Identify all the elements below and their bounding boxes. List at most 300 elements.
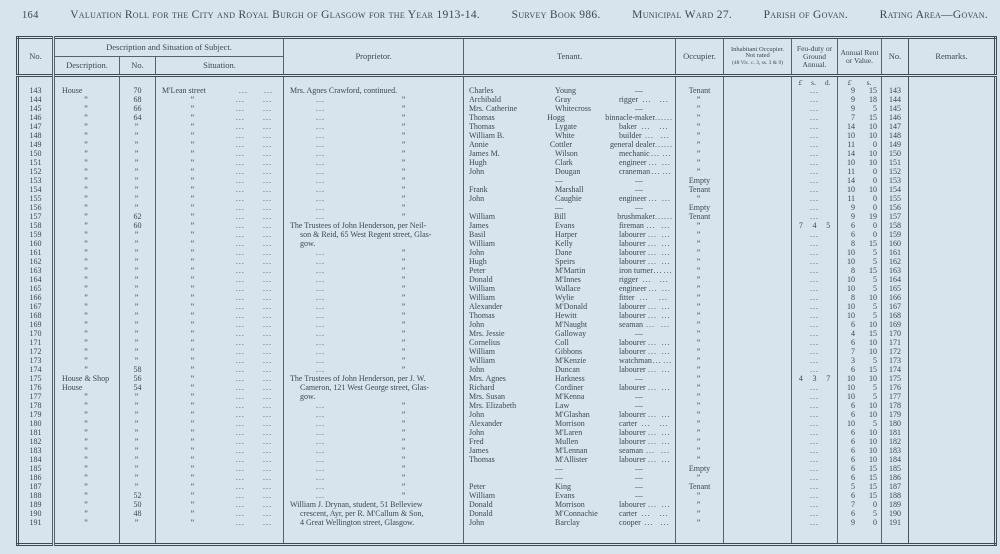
tenant-cell: Peter King — (464, 483, 676, 492)
row-number-cell: 164 (18, 276, 54, 285)
inhabitant-occupier-cell (724, 87, 792, 96)
row-number-right-cell: 182 (882, 438, 909, 447)
tenant-cell: Thomas Hogg binnacle-maker ... ... (464, 114, 676, 123)
annual-rent-cell: 6 5 (838, 510, 882, 519)
description-cell: ” (54, 258, 120, 267)
table-row (18, 330, 996, 339)
table-row (18, 87, 996, 96)
table-row (18, 492, 996, 501)
description-cell: ” (54, 483, 120, 492)
row-number-right-cell: 160 (882, 240, 909, 249)
tenant-cell: Thomas Hewitt labourer ... ... (464, 312, 676, 321)
occupier-cell: ” (676, 276, 724, 285)
remarks-cell (909, 195, 996, 204)
occupier-cell: ” (676, 303, 724, 312)
row-number-cell: 158 (18, 222, 54, 231)
inhabitant-occupier-cell (724, 105, 792, 114)
annual-rent-cell: 6 10 (838, 411, 882, 420)
table-row (18, 519, 996, 528)
proprietor-cell: ... ” (284, 168, 464, 177)
street-number-cell: ” (120, 411, 156, 420)
inhabitant-occupier-cell (724, 159, 792, 168)
remarks-cell (909, 312, 996, 321)
remarks-cell (909, 519, 996, 528)
occupier-cell: ” (676, 501, 724, 510)
feu-duty-cell: ... (792, 393, 838, 402)
annual-rent-cell: 9 5 (838, 105, 882, 114)
remarks-cell (909, 348, 996, 357)
tenant-cell: Peter M'Martin iron turner ... ... (464, 267, 676, 276)
table-row (18, 447, 996, 456)
table-row (18, 276, 996, 285)
street-number-cell: 68 (120, 96, 156, 105)
annual-rent-cell: 7 15 (838, 114, 882, 123)
inhabitant-occupier-cell (724, 285, 792, 294)
table-row (18, 195, 996, 204)
row-number-cell: 149 (18, 141, 54, 150)
row-number-right-cell: 185 (882, 465, 909, 474)
annual-rent-cell: 9 18 (838, 96, 882, 105)
street-number-cell: ” (120, 465, 156, 474)
situation-cell: ” ... ... (156, 168, 284, 177)
inhabitant-occupier-cell (724, 447, 792, 456)
proprietor-cell: ... ” (284, 123, 464, 132)
street-number-cell: ” (120, 348, 156, 357)
occupier-cell: Empty (676, 465, 724, 474)
row-number-right-cell: 186 (882, 474, 909, 483)
row-number-cell: 188 (18, 492, 54, 501)
proprietor-cell: The Trustees of John Henderson, per Neil- (284, 222, 464, 231)
street-number-cell: ” (120, 123, 156, 132)
inhabitant-occupier-cell (724, 168, 792, 177)
proprietor-cell: ... ” (284, 438, 464, 447)
tenant-cell: Richard Cordiner labourer ... ... (464, 384, 676, 393)
occupier-cell: Empty (676, 177, 724, 186)
row-number-right-cell: 162 (882, 258, 909, 267)
occupier-cell: ” (676, 123, 724, 132)
situation-cell: ” ... ... (156, 294, 284, 303)
street-number-cell: ” (120, 474, 156, 483)
row-number-cell: 180 (18, 420, 54, 429)
situation-cell: ” ... ... (156, 276, 284, 285)
tenant-cell: — — (464, 177, 676, 186)
feu-duty-cell: ... (792, 402, 838, 411)
proprietor-cell: ... ” (284, 492, 464, 501)
feu-duty-cell: ... (792, 438, 838, 447)
street-number-cell: 66 (120, 105, 156, 114)
situation-cell: ” ... ... (156, 474, 284, 483)
row-number-cell: 189 (18, 501, 54, 510)
inhabitant-occupier-cell (724, 150, 792, 159)
street-number-cell: ” (120, 456, 156, 465)
situation-cell: ” ... ... (156, 402, 284, 411)
proprietor-cell: ... ” (284, 150, 464, 159)
street-number-cell: ” (120, 438, 156, 447)
row-number-cell: 156 (18, 204, 54, 213)
page-title: Valuation Roll for the City and Royal Burgh of Glasgow for the Year 1913-14. (70, 9, 481, 21)
situation-cell: ” ... ... (156, 339, 284, 348)
row-number-right-cell: 169 (882, 321, 909, 330)
annual-rent-cell: 9 19 (838, 213, 882, 222)
tenant-cell: John M'Naught seaman ... ... (464, 321, 676, 330)
inhabitant-occupier-cell (724, 231, 792, 240)
situation-cell: ” ... ... (156, 492, 284, 501)
situation-cell: ” ... ... (156, 519, 284, 528)
annual-rent-cell: 6 10 (838, 402, 882, 411)
table-row (18, 159, 996, 168)
occupier-cell: ” (676, 195, 724, 204)
occupier-cell: ” (676, 249, 724, 258)
occupier-cell: ” (676, 357, 724, 366)
situation-cell: M'Lean street ... ... (156, 87, 284, 96)
inhabitant-occupier-cell (724, 240, 792, 249)
tenant-cell: William M'Kenzie watchman ... ... (464, 357, 676, 366)
inhabitant-occupier-cell (724, 474, 792, 483)
table-row (18, 501, 996, 510)
description-cell: ” (54, 366, 120, 375)
description-cell: House & Shop (54, 375, 120, 384)
page-number: 164 (22, 10, 39, 21)
remarks-cell (909, 420, 996, 429)
row-number-cell: 168 (18, 312, 54, 321)
feu-duty-cell: ... (792, 204, 838, 213)
remarks-cell (909, 276, 996, 285)
occupier-cell: ” (676, 492, 724, 501)
table-row (18, 114, 996, 123)
occupier-cell: ” (676, 267, 724, 276)
situation-cell: ” ... ... (156, 105, 284, 114)
street-number-cell: ” (120, 204, 156, 213)
table-row (18, 402, 996, 411)
row-number-right-cell: 171 (882, 339, 909, 348)
remarks-cell (909, 384, 996, 393)
description-cell: ” (54, 177, 120, 186)
remarks-cell (909, 492, 996, 501)
proprietor-cell: ... ” (284, 402, 464, 411)
remarks-cell (909, 114, 996, 123)
situation-cell: ” ... ... (156, 510, 284, 519)
page-header (22, 9, 988, 21)
proprietor-cell: ... ” (284, 447, 464, 456)
feu-duty-cell: 7 4 5 (792, 222, 838, 231)
inhabitant-occupier-cell (724, 366, 792, 375)
tenant-cell: — — (464, 474, 676, 483)
street-number-cell: ” (120, 258, 156, 267)
occupier-cell: ” (676, 105, 724, 114)
situation-cell: ” ... ... (156, 240, 284, 249)
occupier-cell: ” (676, 222, 724, 231)
row-number-right-cell: 147 (882, 123, 909, 132)
row-number-cell: 173 (18, 357, 54, 366)
remarks-cell (909, 213, 996, 222)
feu-duty-cell: ... (792, 105, 838, 114)
table-row (18, 321, 996, 330)
description-cell: ” (54, 519, 120, 528)
description-cell: ” (54, 303, 120, 312)
col-header-no: No. (18, 38, 54, 76)
remarks-cell (909, 240, 996, 249)
tenant-cell: William Bill brushmaker ... ... (464, 213, 676, 222)
tenant-cell: Fred Mullen labourer ... ... (464, 438, 676, 447)
proprietor-cell: ... ” (284, 339, 464, 348)
occupier-cell: Tenant (676, 186, 724, 195)
annual-rent-cell: 7 0 (838, 501, 882, 510)
row-number-right-cell: 188 (882, 492, 909, 501)
col-header-description-group: Description and Situation of Subject. (54, 38, 284, 57)
occupier-cell: ” (676, 159, 724, 168)
description-cell: ” (54, 492, 120, 501)
street-number-cell: ” (120, 168, 156, 177)
inhabitant-occupier-cell (724, 177, 792, 186)
remarks-cell (909, 474, 996, 483)
annual-rent-cell: 10 10 (838, 132, 882, 141)
table-row (18, 465, 996, 474)
description-cell: ” (54, 231, 120, 240)
proprietor-cell: Cameron, 121 West George street, Glas- (284, 384, 464, 393)
occupier-cell: ” (676, 240, 724, 249)
street-number-cell: ” (120, 420, 156, 429)
tenant-cell: James Evans fireman ... ... (464, 222, 676, 231)
inhabitant-occupier-cell (724, 429, 792, 438)
inhabitant-occupier-cell (724, 438, 792, 447)
description-cell: ” (54, 348, 120, 357)
situation-cell: ” ... ... (156, 465, 284, 474)
row-number-cell: 175 (18, 375, 54, 384)
remarks-cell (909, 357, 996, 366)
municipal-ward: Municipal Ward 27. (632, 9, 733, 21)
row-number-right-cell: 181 (882, 429, 909, 438)
table-row (18, 105, 996, 114)
inhabitant-occupier-cell (724, 204, 792, 213)
remarks-cell (909, 177, 996, 186)
proprietor-cell: ... ” (284, 114, 464, 123)
inhabitant-occupier-cell (724, 456, 792, 465)
rent-currency-labels: £ s. (838, 76, 882, 88)
annual-rent-cell: 6 15 (838, 465, 882, 474)
description-cell: ” (54, 105, 120, 114)
street-number-cell: ” (120, 249, 156, 258)
row-number-right-cell: 177 (882, 393, 909, 402)
feu-duty-cell: ... (792, 348, 838, 357)
feu-duty-cell: ... (792, 249, 838, 258)
table-row (18, 474, 996, 483)
proprietor-cell: ... ” (284, 132, 464, 141)
annual-rent-cell: 14 0 (838, 177, 882, 186)
occupier-cell: ” (676, 294, 724, 303)
occupier-cell: ” (676, 411, 724, 420)
street-number-cell: ” (120, 294, 156, 303)
proprietor-cell: ... ” (284, 429, 464, 438)
tenant-cell: Archibald Gray rigger ... ... (464, 96, 676, 105)
situation-cell: ” ... ... (156, 177, 284, 186)
feu-duty-cell: ... (792, 447, 838, 456)
proprietor-cell: ... ” (284, 276, 464, 285)
table-row (18, 393, 996, 402)
tenant-cell: — — (464, 204, 676, 213)
col-header-situation: Situation. (156, 57, 284, 76)
inhabitant-occupier-cell (724, 357, 792, 366)
tenant-cell: Alexander Morrison carter ... ... (464, 420, 676, 429)
occupier-cell: ” (676, 456, 724, 465)
row-number-right-cell: 176 (882, 384, 909, 393)
remarks-cell (909, 330, 996, 339)
tenant-cell: William Wallace engineer ... ... (464, 285, 676, 294)
annual-rent-cell: 10 10 (838, 159, 882, 168)
proprietor-cell: gow. (284, 393, 464, 402)
tenant-cell: Thomas Lygate baker ... ... (464, 123, 676, 132)
situation-cell: ” ... ... (156, 501, 284, 510)
annual-rent-cell: 7 10 (838, 348, 882, 357)
table-row (18, 132, 996, 141)
situation-cell: ” ... ... (156, 330, 284, 339)
situation-cell: ” ... ... (156, 141, 284, 150)
proprietor-cell: ... ” (284, 312, 464, 321)
row-number-right-cell: 179 (882, 411, 909, 420)
annual-rent-cell: 6 10 (838, 429, 882, 438)
annual-rent-cell: 9 0 (838, 519, 882, 528)
description-cell: ” (54, 114, 120, 123)
situation-cell: ” ... ... (156, 483, 284, 492)
row-number-right-cell: 191 (882, 519, 909, 528)
inhabitant-occupier-cell (724, 330, 792, 339)
occupier-cell: ” (676, 321, 724, 330)
tenant-cell: Alexander M'Donald labourer ... ... (464, 303, 676, 312)
proprietor-cell: ... ” (284, 249, 464, 258)
occupier-cell: ” (676, 168, 724, 177)
row-number-cell: 145 (18, 105, 54, 114)
table-row (18, 285, 996, 294)
feu-duty-cell: ... (792, 285, 838, 294)
table-row (18, 177, 996, 186)
annual-rent-cell: 10 5 (838, 258, 882, 267)
annual-rent-cell: 10 5 (838, 420, 882, 429)
feu-duty-cell: ... (792, 213, 838, 222)
proprietor-cell: ... ” (284, 474, 464, 483)
description-cell: ” (54, 510, 120, 519)
tenant-cell: Mrs. Jessie Galloway — (464, 330, 676, 339)
situation-cell: ” ... ... (156, 96, 284, 105)
col-header-description: Description. (54, 57, 120, 76)
description-cell: ” (54, 222, 120, 231)
row-number-right-cell: 189 (882, 501, 909, 510)
remarks-cell (909, 150, 996, 159)
description-cell: ” (54, 285, 120, 294)
description-cell: House (54, 384, 120, 393)
occupier-cell: Tenant (676, 87, 724, 96)
proprietor-cell: William J. Drynan, student, 51 Belleview (284, 501, 464, 510)
table-row (18, 411, 996, 420)
tenant-cell: Hugh Clark engineer ... ... (464, 159, 676, 168)
tenant-cell: Donald M'Innes rigger ... ... (464, 276, 676, 285)
feu-duty-cell: 4 3 7 (792, 375, 838, 384)
description-cell: ” (54, 96, 120, 105)
tenant-cell: William B. White builder ... ... (464, 132, 676, 141)
situation-cell: ” ... ... (156, 420, 284, 429)
description-cell: ” (54, 465, 120, 474)
row-number-right-cell: 143 (882, 87, 909, 96)
situation-cell: ” ... ... (156, 348, 284, 357)
inhabitant-occupier-cell (724, 420, 792, 429)
feu-duty-cell: ... (792, 141, 838, 150)
row-number-cell: 155 (18, 195, 54, 204)
annual-rent-cell: 10 5 (838, 312, 882, 321)
table-row (18, 294, 996, 303)
row-number-cell: 171 (18, 339, 54, 348)
situation-cell: ” ... ... (156, 186, 284, 195)
row-number-cell: 170 (18, 330, 54, 339)
situation-cell: ” ... ... (156, 456, 284, 465)
street-number-cell: ” (120, 177, 156, 186)
street-number-cell: ” (120, 429, 156, 438)
tenant-cell: William Evans — (464, 492, 676, 501)
situation-cell: ” ... ... (156, 321, 284, 330)
inhabitant-occupier-cell (724, 339, 792, 348)
tenant-cell: Donald M'Connachie carter ... ... (464, 510, 676, 519)
row-number-cell: 185 (18, 465, 54, 474)
table-row (18, 456, 996, 465)
occupier-cell: ” (676, 384, 724, 393)
inhabitant-occupier-cell (724, 249, 792, 258)
street-number-cell: 56 (120, 375, 156, 384)
annual-rent-cell: 6 10 (838, 438, 882, 447)
inhabitant-occupier-cell (724, 123, 792, 132)
remarks-cell (909, 411, 996, 420)
feu-duty-cell: ... (792, 294, 838, 303)
annual-rent-cell: 10 5 (838, 249, 882, 258)
tenant-cell: Hugh Speirs labourer ... ... (464, 258, 676, 267)
inhabitant-occupier-cell (724, 312, 792, 321)
description-cell: ” (54, 438, 120, 447)
proprietor-cell: ... ” (284, 321, 464, 330)
row-number-right-cell: 145 (882, 105, 909, 114)
situation-cell: ” ... ... (156, 123, 284, 132)
remarks-cell (909, 429, 996, 438)
proprietor-cell: ... ” (284, 420, 464, 429)
feu-duty-cell: ... (792, 465, 838, 474)
remarks-cell (909, 249, 996, 258)
street-number-cell: ” (120, 159, 156, 168)
situation-cell: ” ... ... (156, 285, 284, 294)
inhabitant-occupier-cell (724, 186, 792, 195)
occupier-cell: ” (676, 96, 724, 105)
tenant-cell: Mrs. Susan M'Kenna — (464, 393, 676, 402)
street-number-cell: ” (120, 132, 156, 141)
col-header-occupier: Occupier. (676, 38, 724, 76)
occupier-cell: ” (676, 114, 724, 123)
feu-duty-cell: ... (792, 123, 838, 132)
table-row (18, 420, 996, 429)
feu-duty-cell: ... (792, 231, 838, 240)
proprietor-cell: ... ” (284, 186, 464, 195)
situation-cell: ” ... ... (156, 366, 284, 375)
description-cell: ” (54, 186, 120, 195)
inhabitant-occupier-cell (724, 96, 792, 105)
feu-duty-cell: ... (792, 492, 838, 501)
row-number-right-cell: 172 (882, 348, 909, 357)
row-number-right-cell: 164 (882, 276, 909, 285)
description-cell: ” (54, 159, 120, 168)
row-number-right-cell: 167 (882, 303, 909, 312)
occupier-cell: ” (676, 366, 724, 375)
proprietor-cell: ... ” (284, 456, 464, 465)
remarks-cell (909, 186, 996, 195)
description-cell: ” (54, 132, 120, 141)
street-number-cell: 70 (120, 87, 156, 96)
inhabitant-occupier-cell (724, 402, 792, 411)
table-row (18, 213, 996, 222)
remarks-cell (909, 285, 996, 294)
row-number-cell: 146 (18, 114, 54, 123)
